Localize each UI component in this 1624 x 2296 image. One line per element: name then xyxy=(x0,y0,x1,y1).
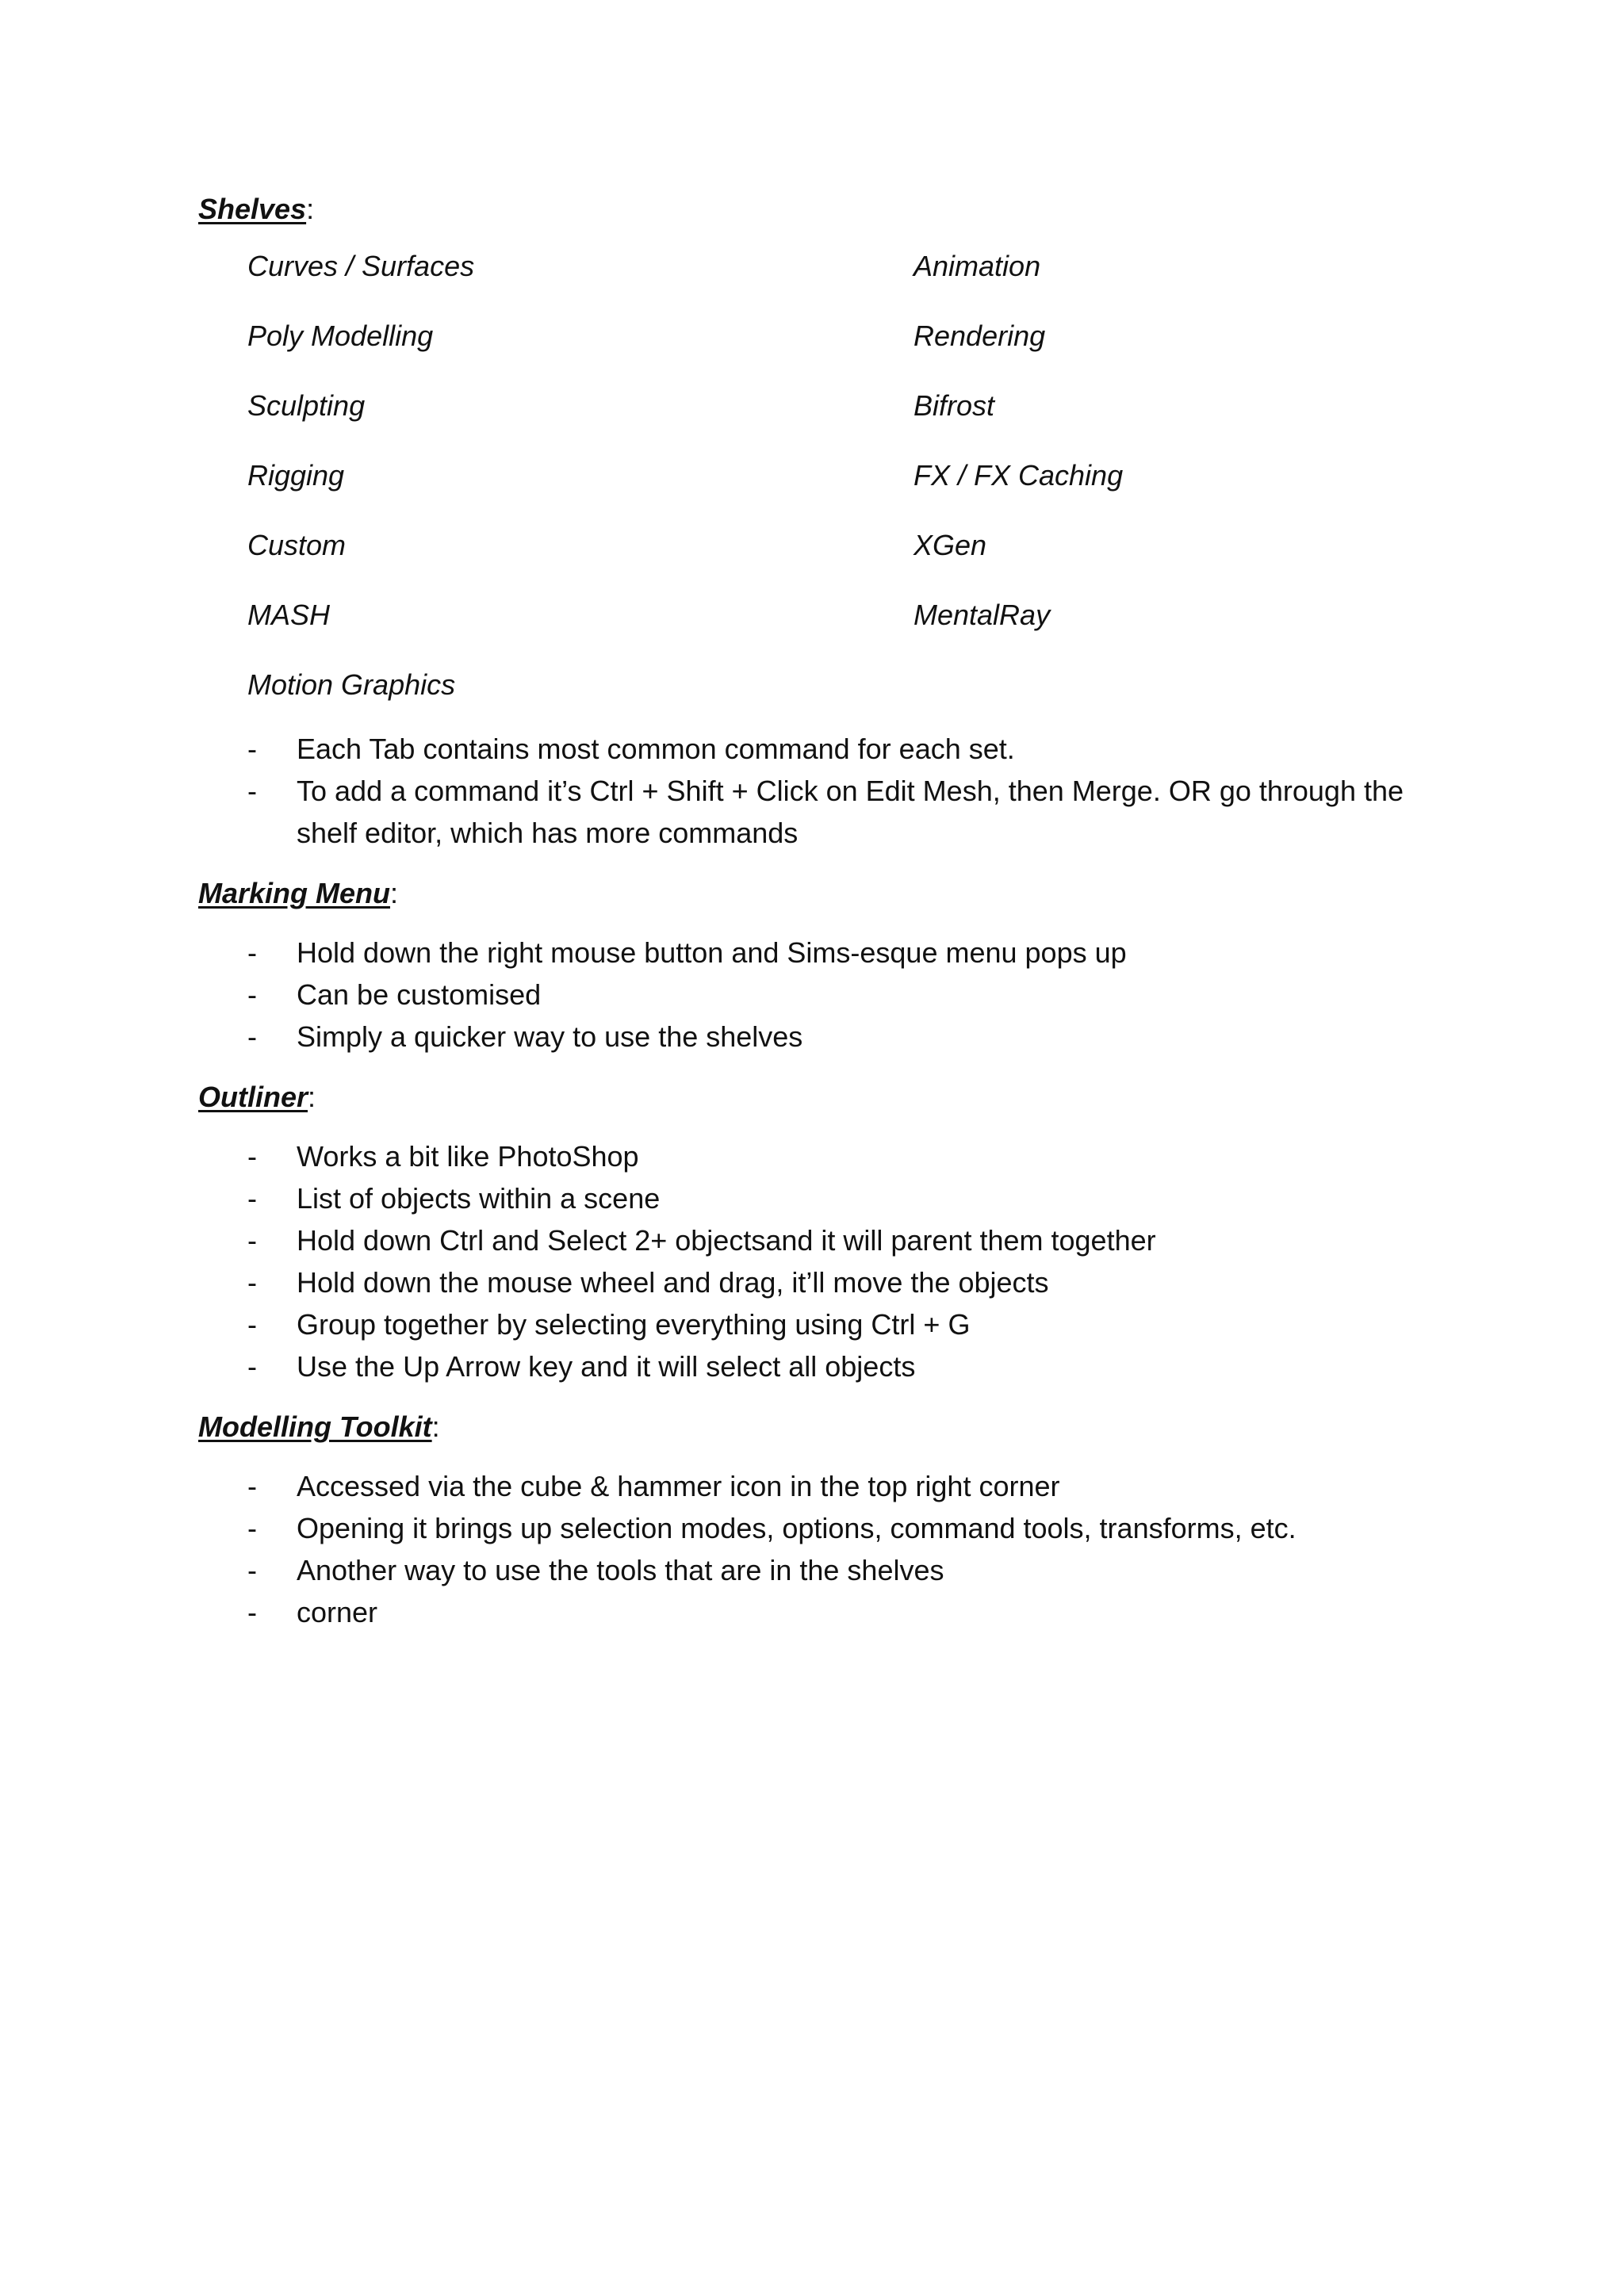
dash-marker: - xyxy=(247,1308,257,1341)
section-marking-menu xyxy=(198,874,1467,1058)
bullet-list xyxy=(198,932,1467,1058)
section-heading xyxy=(198,1408,1467,1446)
list-item-text: corner xyxy=(297,1596,378,1628)
list-item-text: Another way to use the tools that are in the shelves xyxy=(297,1554,944,1586)
shelf-item: Curves / Surfaces xyxy=(247,250,475,282)
list-item xyxy=(198,932,1467,974)
shelf-item: Sculpting xyxy=(247,389,366,422)
dash-marker: - xyxy=(247,1020,257,1053)
list-item xyxy=(198,1591,1467,1633)
list-item xyxy=(198,1016,1467,1058)
shelf-item: FX / FX Caching xyxy=(914,459,1124,492)
bullet-list xyxy=(198,728,1467,854)
dash-marker: - xyxy=(247,1350,257,1383)
section-heading xyxy=(198,874,1467,913)
list-item xyxy=(198,1507,1467,1549)
section-shelves xyxy=(198,190,1467,854)
list-item-text: Each Tab contains most common command for each set. xyxy=(297,733,1015,765)
document-content xyxy=(198,190,1467,1654)
list-item xyxy=(198,1135,1467,1177)
list-item-text: Opening it brings up selection modes, options, command tools, transforms, etc. xyxy=(297,1512,1297,1544)
shelf-item: Poly Modelling xyxy=(247,320,434,352)
dash-marker: - xyxy=(247,1266,257,1299)
shelf-item: MASH xyxy=(247,599,331,631)
list-item xyxy=(198,1261,1467,1303)
shelves-list xyxy=(247,247,1467,704)
shelf-item: Motion Graphics xyxy=(247,668,456,701)
heading-colon: : xyxy=(306,193,315,225)
section-heading xyxy=(198,1078,1467,1116)
dash-marker: - xyxy=(247,775,257,807)
list-item-text: To add a command it’s Ctrl + Shift + Click on Edit Mesh, then Merge. OR go through the shelf editor, which has more commands xyxy=(297,775,1404,849)
list-item xyxy=(198,1465,1467,1507)
heading-colon: : xyxy=(431,1410,440,1443)
heading-text: Outliner xyxy=(198,1081,308,1113)
list-item-text: Hold down Ctrl and Select 2+ objectsand it will parent them together xyxy=(297,1224,1156,1257)
list-item-text: Group together by selecting everything using Ctrl + G xyxy=(297,1308,971,1341)
list-item-text: Can be customised xyxy=(297,978,542,1011)
list-item xyxy=(198,728,1467,770)
heading-text: Shelves xyxy=(198,193,307,225)
list-item-text: Simply a quicker way to use the shelves xyxy=(297,1020,803,1053)
list-item xyxy=(198,1219,1467,1261)
dash-marker: - xyxy=(247,1140,257,1173)
shelf-item: XGen xyxy=(914,529,987,561)
bullet-list xyxy=(198,1465,1467,1633)
dash-marker: - xyxy=(247,936,257,969)
heading-colon: : xyxy=(308,1081,316,1113)
list-item-text: Hold down the mouse wheel and drag, it’ll move the objects xyxy=(297,1266,1049,1299)
dash-marker: - xyxy=(247,1182,257,1215)
list-item-text: Accessed via the cube & hammer icon in the top right corner xyxy=(297,1470,1060,1502)
list-item xyxy=(198,974,1467,1016)
list-item-text: Works a bit like PhotoShop xyxy=(297,1140,639,1173)
dash-marker: - xyxy=(247,978,257,1011)
shelf-item: MentalRay xyxy=(914,599,1051,631)
section-outliner xyxy=(198,1078,1467,1387)
list-item-text: Hold down the right mouse button and Sims-esque menu pops up xyxy=(297,936,1127,969)
heading-text: Marking Menu xyxy=(198,877,391,909)
shelf-item: Rendering xyxy=(914,320,1046,352)
list-item xyxy=(198,1549,1467,1591)
list-item xyxy=(198,1177,1467,1219)
heading-colon: : xyxy=(390,877,399,909)
list-item xyxy=(198,1303,1467,1345)
heading-text: Modelling Toolkit xyxy=(198,1410,432,1443)
shelf-item: Custom xyxy=(247,529,347,561)
bullet-list xyxy=(198,1135,1467,1387)
list-item-text: List of objects within a scene xyxy=(297,1182,661,1215)
section-modelling-toolkit xyxy=(198,1408,1467,1633)
dash-marker: - xyxy=(247,1512,257,1544)
shelf-item: Animation xyxy=(914,250,1041,282)
dash-marker: - xyxy=(247,1596,257,1628)
dash-marker: - xyxy=(247,1554,257,1586)
list-item xyxy=(198,1345,1467,1387)
section-heading xyxy=(198,190,1467,228)
shelf-item xyxy=(914,666,1469,704)
dash-marker: - xyxy=(247,733,257,765)
shelf-item: Rigging xyxy=(247,459,345,492)
list-item xyxy=(198,770,1467,854)
list-item-text: Use the Up Arrow key and it will select all objects xyxy=(297,1350,916,1383)
dash-marker: - xyxy=(247,1224,257,1257)
dash-marker: - xyxy=(247,1470,257,1502)
shelf-item: Bifrost xyxy=(914,389,995,422)
